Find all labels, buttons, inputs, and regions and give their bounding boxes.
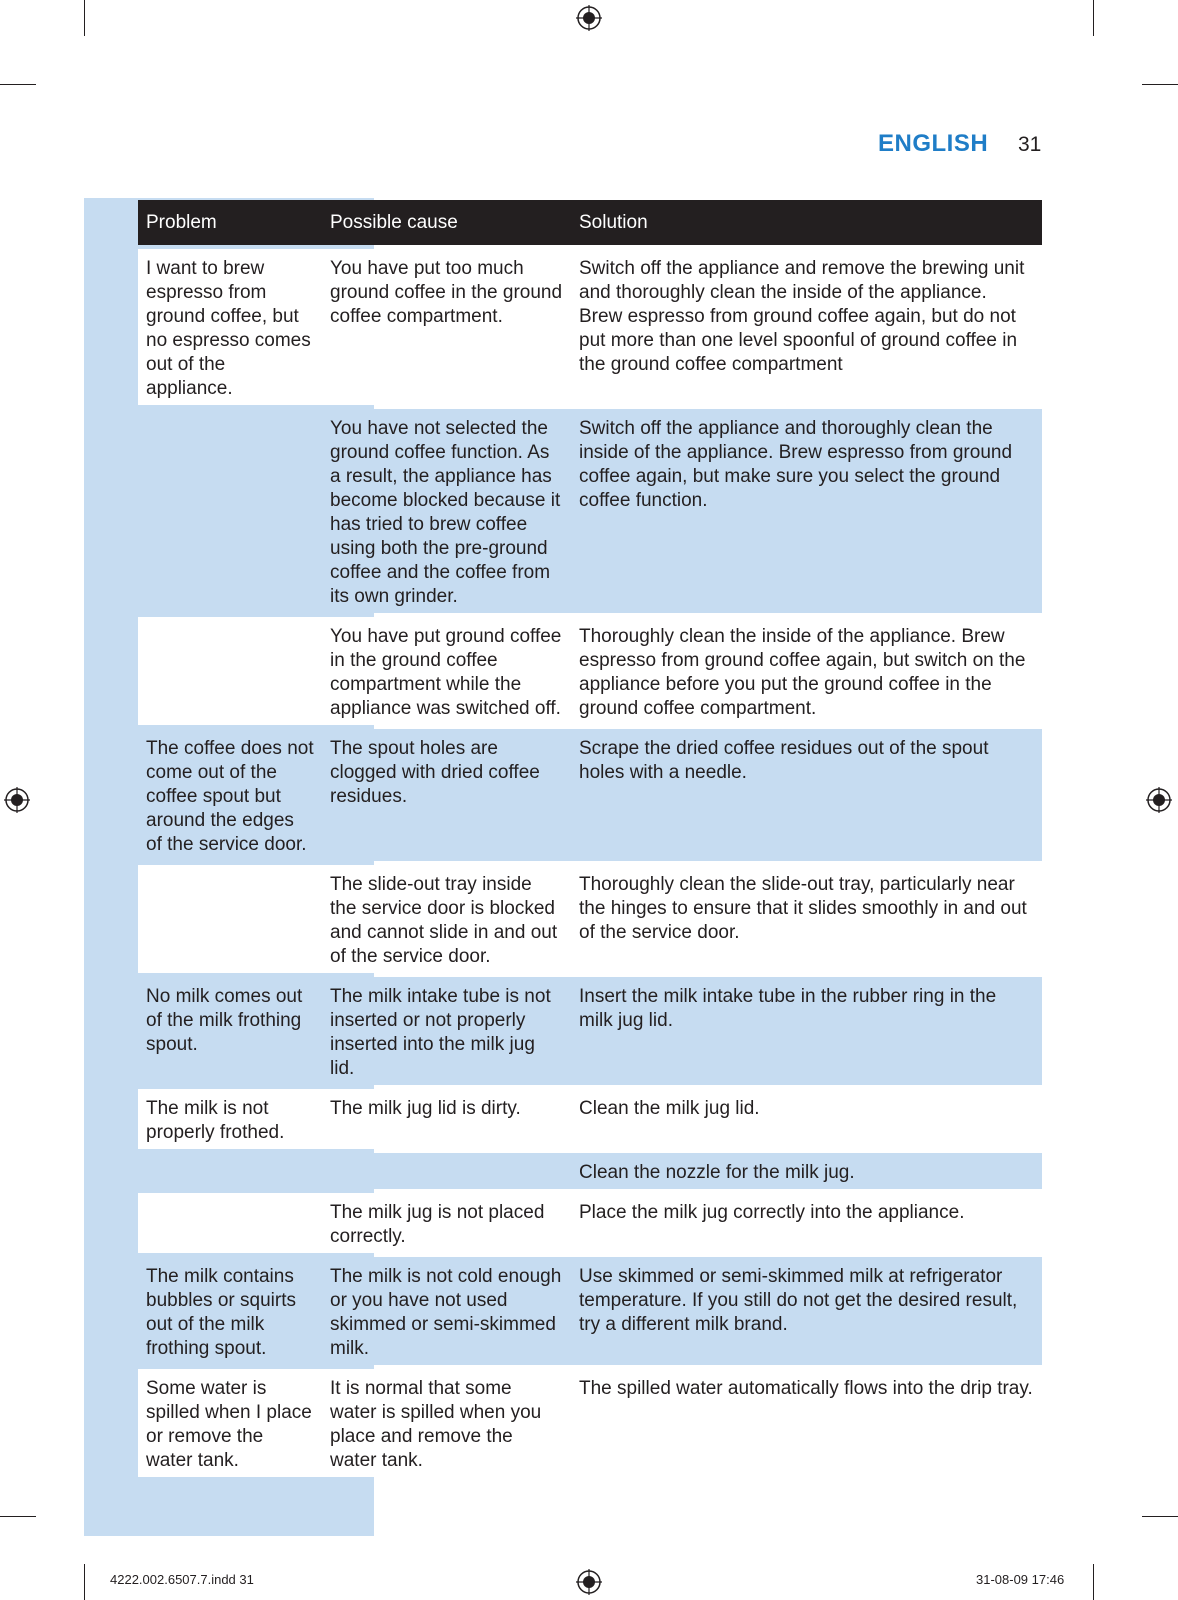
cause-cell: The milk is not cold enough or you have not used skimmed or semi-skimmed milk.	[322, 1257, 571, 1365]
solution-cell: Scrape the dried coffee residues out of the spout holes with a needle.	[571, 729, 1042, 861]
solution-cell: Thoroughly clean the slide-out tray, particularly near the hinges to ensure that it slides smoothly in and out of the service door.	[571, 865, 1042, 973]
cause-cell: The slide-out tray inside the service door is blocked and cannot slide in and out of the service door.	[322, 865, 571, 973]
cause-cell	[322, 1153, 571, 1189]
problem-cell: The coffee does not come out of the coffee spout but around the edges of the service door.	[138, 729, 322, 861]
registration-mark-icon	[576, 1569, 602, 1595]
cause-cell: You have put ground coffee in the ground coffee compartment while the appliance was switched off.	[322, 617, 571, 725]
solution-cell: Clean the nozzle for the milk jug.	[571, 1153, 1042, 1189]
problem-cell	[138, 409, 322, 613]
table-row	[138, 1193, 1042, 1253]
solution-cell: Thoroughly clean the inside of the appliance. Brew espresso from ground coffee again, but switch on the appliance before you put the ground coffee in the ground coffee compartment.	[571, 617, 1042, 725]
registration-mark-icon	[576, 5, 602, 31]
problem-cell	[138, 617, 322, 725]
registration-mark-icon	[1146, 787, 1172, 813]
table-row	[138, 1257, 1042, 1365]
troubleshooting-table	[138, 196, 1042, 1481]
table-row	[138, 977, 1042, 1085]
problem-cell: The milk contains bubbles or squirts out of the milk frothing spout.	[138, 1257, 322, 1365]
solution-cell: Insert the milk intake tube in the rubber ring in the milk jug lid.	[571, 977, 1042, 1085]
solution-cell: Clean the milk jug lid.	[571, 1089, 1042, 1149]
problem-cell	[138, 1193, 322, 1253]
crop-mark	[1142, 1516, 1178, 1517]
problem-cell	[138, 865, 322, 973]
cause-cell: The milk jug is not placed correctly.	[322, 1193, 571, 1253]
crop-mark	[84, 1564, 85, 1600]
table-row	[138, 409, 1042, 613]
page-language: ENGLISH	[878, 130, 989, 157]
crop-mark	[0, 1516, 36, 1517]
problem-cell: No milk comes out of the milk frothing spout.	[138, 977, 322, 1085]
solution-cell: Switch off the appliance and thoroughly clean the inside of the appliance. Brew espresso from ground coffee again, but make sure you select the ground coffee function.	[571, 409, 1042, 613]
table-row	[138, 1153, 1042, 1189]
column-header-cause: Possible cause	[322, 200, 571, 245]
crop-mark	[1093, 0, 1094, 36]
footer-file-slug: 4222.002.6507.7.indd 31	[110, 1572, 254, 1587]
table-row	[138, 1369, 1042, 1477]
solution-cell: Place the milk jug correctly into the appliance.	[571, 1193, 1042, 1253]
crop-mark	[1142, 84, 1178, 85]
problem-cell	[138, 1153, 322, 1189]
problem-cell: I want to brew espresso from ground coffee, but no espresso comes out of the appliance.	[138, 249, 322, 405]
crop-mark	[0, 84, 36, 85]
solution-cell: The spilled water automatically flows into the drip tray.	[571, 1369, 1042, 1477]
table-row	[138, 249, 1042, 405]
cause-cell: The milk jug lid is dirty.	[322, 1089, 571, 1149]
crop-mark	[84, 0, 85, 36]
table-row	[138, 1089, 1042, 1149]
footer-timestamp: 31-08-09 17:46	[976, 1572, 1065, 1587]
cause-cell: The milk intake tube is not inserted or not properly inserted into the milk jug lid.	[322, 977, 571, 1085]
cause-cell: You have put too much ground coffee in the ground coffee compartment.	[322, 249, 571, 405]
column-header-problem: Problem	[138, 200, 322, 245]
registration-mark-icon	[4, 787, 30, 813]
solution-cell: Use skimmed or semi-skimmed milk at refrigerator temperature. If you still do not get the desired result, try a different milk brand.	[571, 1257, 1042, 1365]
problem-cell: Some water is spilled when I place or remove the water tank.	[138, 1369, 322, 1477]
table-header-row	[138, 200, 1042, 245]
table-row	[138, 617, 1042, 725]
cause-cell: The spout holes are clogged with dried coffee residues.	[322, 729, 571, 861]
crop-mark	[1093, 1564, 1094, 1600]
table-row	[138, 865, 1042, 973]
page-number: 31	[1018, 133, 1042, 156]
cause-cell: It is normal that some water is spilled when you place and remove the water tank.	[322, 1369, 571, 1477]
problem-cell: The milk is not properly frothed.	[138, 1089, 322, 1149]
cause-cell: You have not selected the ground coffee function. As a result, the appliance has become blocked because it has tried to brew coffee using both the pre-ground coffee and the coffee from its own grinder.	[322, 409, 571, 613]
solution-cell: Switch off the appliance and remove the brewing unit and thoroughly clean the inside of the appliance. Brew espresso from ground coffee again, but do not put more than one level spoonful of ground coffee in the ground coffee compartment	[571, 249, 1042, 405]
table-row	[138, 729, 1042, 861]
column-header-solution: Solution	[571, 200, 1042, 245]
